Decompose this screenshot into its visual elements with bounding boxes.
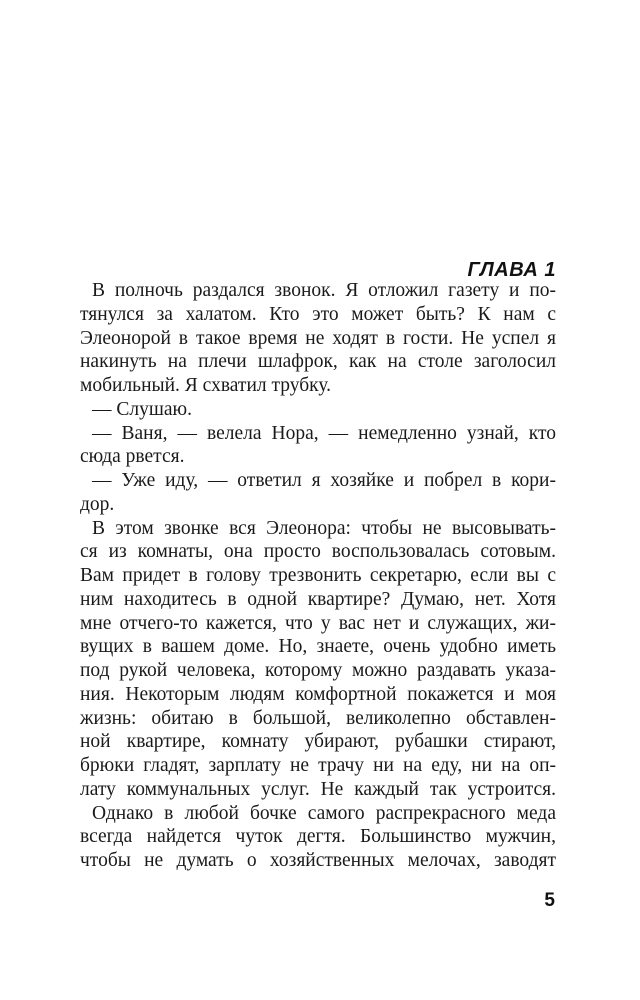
text-line: — Слушаю.	[92, 398, 192, 420]
text-line: брюки гладят, зарплату не трачу ни на еду, ни на оп-	[80, 755, 556, 776]
text-line: Элеонорой в такое время не ходят в гости. Не успел я	[80, 327, 556, 349]
text-line: под рукой человека, которому можно раздавать указа-	[80, 660, 556, 681]
text-line: ся из комнаты, она просто воспользовалась сотовым.	[80, 541, 556, 563]
text-line: тянулся за халатом. Кто это может быть? К нам с	[80, 303, 556, 325]
page-number: 5	[544, 890, 555, 911]
text-line: — Уже иду, — ответил я хозяйке и побрел в кори-	[92, 470, 556, 491]
chapter-title: ГЛАВА 1	[467, 259, 556, 281]
text-line: ним находитесь в одной квартире? Думаю, нет. Хотя	[80, 588, 556, 610]
text-line: Вам придет в голову трезвонить секретарю, если вы с	[80, 565, 556, 586]
text-line: лату коммунальных услуг. Не каждый так устроится.	[80, 778, 556, 800]
text-line: мне отчего-то кажется, что у вас нет и служащих, жи-	[80, 612, 556, 634]
body-text	[80, 279, 556, 873]
text-line: ной квартире, комнату убирают, рубашки стирают,	[80, 731, 556, 753]
text-line: всегда найдется чуток дегтя. Большинство мужчин,	[80, 826, 556, 848]
text-line: дор.	[80, 493, 115, 515]
text-line: мобильный. Я схватил трубку.	[80, 375, 332, 396]
text-line: сюда рвется.	[80, 446, 185, 468]
text-line: В полночь раздался звонок. Я отложил газету и по-	[92, 280, 556, 301]
text-line: накинуть на плечи шлафрок, как на столе заголосил	[80, 351, 556, 373]
text-line: Однако в любой бочке самого распрекрасного меда	[92, 802, 556, 824]
text-line: В этом звонке вся Элеонора: чтобы не высовывать-	[92, 517, 556, 539]
text-line: жизнь: обитаю в большой, великолепно обставлен-	[80, 707, 556, 729]
text-line: чтобы не думать о хозяйственных мелочах, заводят	[80, 850, 556, 871]
text-line: — Ваня, — велела Нора, — немедленно узнай, кто	[92, 422, 556, 444]
text-line: ния. Некоторым людям комфортной покажется и моя	[80, 683, 556, 705]
text-line: вущих в вашем доме. Но, знаете, очень удобно иметь	[80, 636, 556, 658]
